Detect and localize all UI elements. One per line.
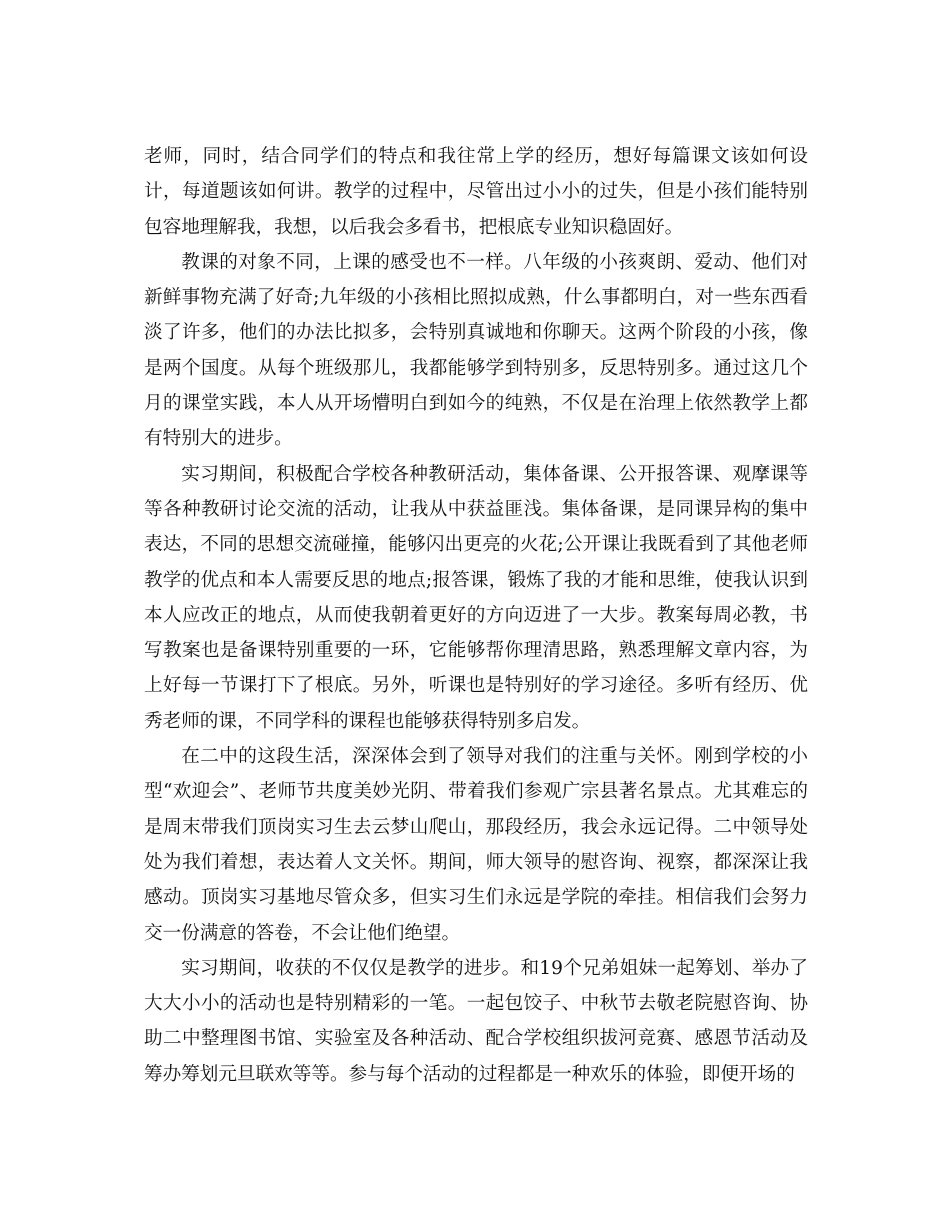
paragraph-4: 在二中的这段生活，深深体会到了领导对我们的注重与关怀。刚到学校的小型“欢迎会”、老师节共度美妙光阴、带着我们参观广宗县著名景点。尤其难忘的是周末带我们顶岗实习生去云梦山爬山，那段经历，我会永远记得。二中领导处处为我们着想，表达着人文关怀。期间，师大领导的慰咨询、视察，都深深让我感动。顶岗实习基地尽管众多，但实习生们永远是学院的牵挂。相信我们会努力交一份满意的答卷，不会让他们绝望。 xyxy=(144,746,808,944)
paragraph-5: 实习期间，收获的不仅仅是教学的进步。和19个兄弟姐妹一起筹划、举办了大大小小的活动也是特别精彩的一笔。一起包饺子、中秋节去敬老院慰咨询、协助二中整理图书馆、实验室及各种活动、配合学校组织拔河竞赛、感恩节活动及筹办筹划元旦联欢等等。参与每个活动的过程都是一种欢乐的体验，即便开场的 xyxy=(144,957,808,1085)
document-body xyxy=(144,139,808,1092)
paragraph-2: 教课的对象不同，上课的感受也不一样。八年级的小孩爽朗、爱动、他们对新鲜事物充满了好奇;九年级的小孩相比照拟成熟，什么事都明白，对一些东西看淡了许多，他们的办法比拟多，会特别真诚地和你聊天。这两个阶段的小孩，像是两个国度。从每个班级那儿，我都能够学到特别多，反思特别多。通过这几个月的课堂实践，本人从开场懵明白到如今的纯熟，不仅是在治理上依然教学上都有特别大的进步。 xyxy=(144,251,808,450)
paragraph-1: 老师，同时，结合同学们的特点和我往常上学的经历，想好每篇课文该如何设计，每道题该如何讲。教学的过程中，尽管出过小小的过失，但是小孩们能特别包容地理解我，我想，以后我会多看书，把根底专业知识稳固好。 xyxy=(144,146,808,238)
paragraph-3: 实习期间，积极配合学校各种教研活动，集体备课、公开报答课、观摩课等等各种教研讨论交流的活动，让我从中获益匪浅。集体备课，是同课异构的集中表达，不同的思想交流碰撞，能够闪出更亮的火花;公开课让我既看到了其他老师教学的优点和本人需要反思的地点;报答课，锻炼了我的才能和思维，使我认识到本人应改正的地点，从而使我朝着更好的方向迈进了一大步。教案每周必教，书写教案也是备课特别重要的一环，它能够帮你理清思路，熟悉理解文章内容，为上好每一节课打下了根底。另外，听课也是特别好的学习途径。多听有经历、优秀老师的课，不同学科的课程也能够获得特别多启发。 xyxy=(144,463,808,732)
